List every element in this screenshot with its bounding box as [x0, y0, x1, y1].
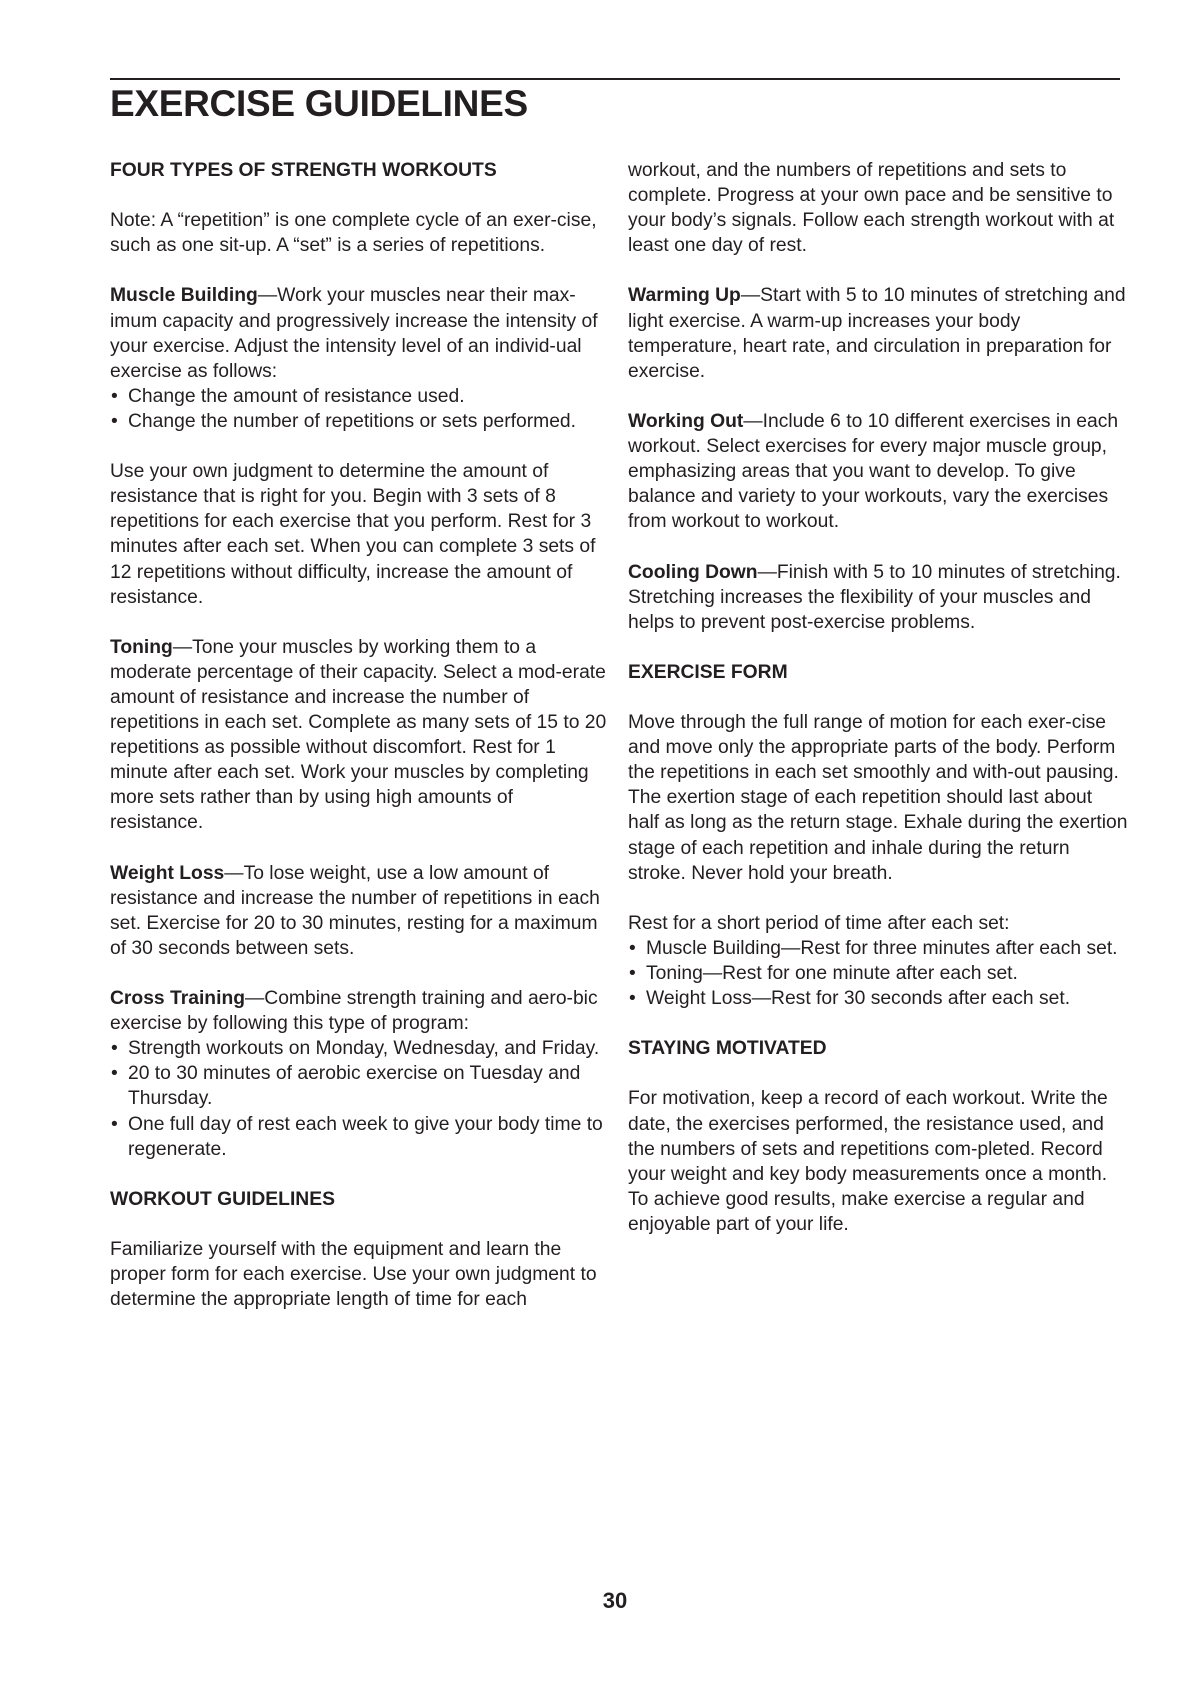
cooling-down-term: Cooling Down — [628, 561, 758, 583]
bullet-icon: • — [629, 988, 636, 1010]
familiarize-paragraph: Familiarize yourself with the equipment and learn the proper form for each exercise. Use your own judgment to determine the appropriate length of time for each — [110, 1239, 597, 1311]
note-paragraph: Note: A “repetition” is one complete cycle of an exer-cise, such as one sit-up. A “set” is a series of repetitions. — [110, 210, 597, 257]
weight-loss-paragraph — [110, 861, 608, 961]
bullet-icon: • — [111, 385, 118, 407]
cooling-down-text: —Finish with 5 to 10 minutes of stretching. Stretching increases the flexibility of your muscles and helps to prevent post-exercise problems. — [628, 561, 1121, 633]
working-out-paragraph — [628, 409, 1128, 534]
toning-paragraph — [110, 635, 608, 836]
muscle-building-term: Muscle Building — [110, 285, 258, 307]
page-title: EXERCISE GUIDELINES — [110, 83, 528, 124]
heading-staying-motivated: STAYING MOTIVATED — [628, 1038, 827, 1060]
bullet-icon: • — [111, 1063, 118, 1085]
toning-term: Toning — [110, 636, 173, 658]
bullet-icon: • — [111, 410, 118, 432]
weight-loss-text: —To lose weight, use a low amount of resistance and increase the number of repetitions in each set. Exercise for 20 to 30 minutes, resting for a maximum of 30 seconds between sets. — [110, 862, 600, 959]
list-item: • One full day of rest each week to give your body time to regenerate. — [111, 1113, 603, 1160]
list-item: • Muscle Building—Rest for three minutes after each set. — [628, 936, 1128, 961]
rest-intro: Rest for a short period of time after each set: — [628, 912, 1010, 934]
cooling-down-paragraph — [628, 560, 1128, 635]
right-column — [628, 158, 1128, 1262]
left-column — [110, 158, 608, 1337]
bullet-icon: • — [111, 1113, 118, 1135]
muscle-building-text: —Work your muscles near their max-imum capacity and progressively increase the intensity of your exercise. Adjust the intensity level of an individ-ual exercise as follows: — [110, 285, 598, 382]
cross-training-paragraph — [110, 986, 608, 1036]
warming-up-text: —Start with 5 to 10 minutes of stretching and light exercise. A warm-up increases your body temperature, heart rate, and circulation in preparation for exercise. — [628, 285, 1126, 382]
bullet-icon: • — [629, 937, 636, 959]
bullet-icon: • — [629, 963, 636, 984]
muscle-building-list — [110, 384, 608, 434]
workout-continued-paragraph: workout, and the numbers of repetitions and sets to complete. Progress at your own pace and be sensitive to your body’s signals. Follow each strength workout with at least one day of rest. — [628, 160, 1115, 257]
page-number: 30 — [602, 1588, 628, 1613]
heading-four-types: FOUR TYPES OF STRENGTH WORKOUTS — [110, 160, 497, 181]
cross-training-text: —Combine strength training and aero-bic exercise by following this type of program: — [110, 988, 598, 1035]
list-item: • Toning—Rest for one minute after each set. — [628, 961, 1128, 986]
cross-training-list — [110, 1036, 608, 1161]
list-item: • 20 to 30 minutes of aerobic exercise on Tuesday and Thursday. — [111, 1063, 581, 1110]
rest-list — [628, 936, 1128, 1011]
warming-up-paragraph — [628, 283, 1128, 383]
working-out-text: —Include 6 to 10 different exercises in each workout. Select exercises for every major muscle group, emphasizing areas that you want to develop. To give balance and variety to your workouts, vary the exercises from workout to workout. — [628, 410, 1119, 533]
judgment-paragraph: Use your own judgment to determine the amount of resistance that is right for you. Begin with 3 sets of 8 repetitions for each exercise that you perform. Rest for 3 minutes after each set. When you can complete 3 sets of 12 repetitions without difficulty, increase the amount of resistance. — [110, 461, 596, 608]
list-item: • Strength workouts on Monday, Wednesday, and Friday. — [110, 1036, 608, 1061]
list-item: • Change the number of repetitions or sets performed. — [110, 409, 608, 434]
list-item: • Weight Loss—Rest for 30 seconds after each set. — [628, 986, 1128, 1011]
weight-loss-term: Weight Loss — [110, 862, 225, 884]
cross-training-term: Cross Training — [110, 988, 245, 1010]
working-out-term: Working Out — [628, 410, 744, 432]
heading-exercise-form: EXERCISE FORM — [628, 661, 788, 683]
list-item: • Change the amount of resistance used. — [110, 384, 608, 409]
muscle-building-paragraph — [110, 283, 608, 383]
motivation-paragraph: For motivation, keep a record of each workout. Write the date, the exercises performed, the resistance used, and the numbers of sets and repetitions com-pleted. Record your weight and key body measurements once a month. To achieve good results, make exercise a regular and enjoyable part of your life. — [628, 1088, 1108, 1235]
bullet-icon: • — [111, 1038, 118, 1060]
warming-up-term: Warming Up — [628, 285, 741, 307]
toning-text: —Tone your muscles by working them to a moderate percentage of their capacity. Select a mod-erate amount of resistance and increase the number of repetitions in each set. Complete as many sets of 15 to 20 repetitions as possible without discomfort. Rest for 1 minute after each set. Work your muscles by completing more sets rather than by using high amounts of resistance. — [110, 636, 607, 834]
heading-workout-guidelines: WORKOUT GUIDELINES — [110, 1188, 335, 1210]
form-paragraph: Move through the full range of motion for each exer-cise and move only the appropriate parts of the body. Perform the repetitions in each set smoothly and with-out pausing. The exertion stage of each repetition should last about half as long as the return stage. Exhale during the exertion stage of each repetition and inhale during the return stroke. Never hold your breath. — [628, 712, 1128, 884]
